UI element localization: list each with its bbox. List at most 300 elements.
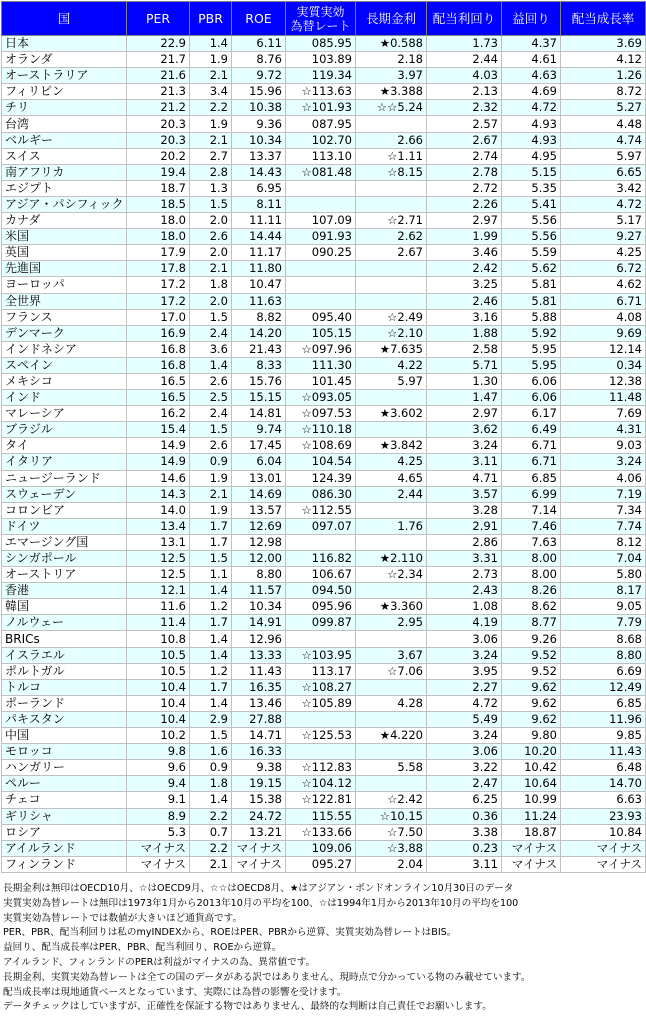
value-cell: 6.95 xyxy=(232,180,286,196)
value-cell: 5.62 xyxy=(502,261,561,277)
value-cell: 12.5 xyxy=(127,551,190,567)
value-cell: 1.08 xyxy=(427,599,502,615)
value-cell: 11.43 xyxy=(232,663,286,679)
value-cell: 7.63 xyxy=(502,534,561,550)
value-cell: 4.69 xyxy=(502,84,561,100)
value-cell: 9.62 xyxy=(502,695,561,711)
value-cell: 4.72 xyxy=(427,695,502,711)
value-cell: 2.91 xyxy=(427,518,502,534)
value-cell: 2.2 xyxy=(190,100,232,116)
value-cell: 106.67 xyxy=(286,567,356,583)
value-cell: ★7.635 xyxy=(356,341,427,357)
value-cell: 9.85 xyxy=(561,728,646,744)
value-cell: ☆7.50 xyxy=(356,824,427,840)
value-cell: 19.4 xyxy=(127,164,190,180)
value-cell: 9.74 xyxy=(232,422,286,438)
table-row xyxy=(2,454,646,470)
table-row xyxy=(2,180,646,196)
country-name-cell: マレーシア xyxy=(2,406,127,422)
value-cell: 10.34 xyxy=(232,132,286,148)
value-cell: 14.43 xyxy=(232,164,286,180)
value-cell: 8.62 xyxy=(502,599,561,615)
value-cell: 1.8 xyxy=(190,776,232,792)
value-cell: 7.14 xyxy=(502,502,561,518)
value-cell: 1.26 xyxy=(561,68,646,84)
value-cell: ☆7.06 xyxy=(356,663,427,679)
value-cell: 9.52 xyxy=(502,647,561,663)
value-cell: 11.57 xyxy=(232,583,286,599)
value-cell: 16.8 xyxy=(127,357,190,373)
value-cell xyxy=(356,744,427,760)
table-body xyxy=(2,36,646,873)
table-row xyxy=(2,711,646,727)
value-cell: 5.59 xyxy=(502,245,561,261)
table-row xyxy=(2,277,646,293)
value-cell: ☆133.66 xyxy=(286,824,356,840)
value-cell: 13.4 xyxy=(127,518,190,534)
table-row xyxy=(2,728,646,744)
value-cell: 3.6 xyxy=(190,341,232,357)
country-name-cell: ヨーロッパ xyxy=(2,277,127,293)
footnote-line: データチェックはしていますが、正確性を保証する物ではありません、最終的な判断は自己責任でお願いします。 xyxy=(3,1001,492,1013)
value-cell: 6.65 xyxy=(561,164,646,180)
country-name-cell: チリ xyxy=(2,100,127,116)
value-cell: 2.0 xyxy=(190,293,232,309)
table-row xyxy=(2,357,646,373)
value-cell: 22.9 xyxy=(127,36,190,52)
value-cell: 1.4 xyxy=(190,583,232,599)
value-cell: 2.67 xyxy=(356,245,427,261)
value-cell: 4.74 xyxy=(561,132,646,148)
value-cell: 14.9 xyxy=(127,438,190,454)
value-cell: 1.5 xyxy=(190,728,232,744)
value-cell: 11.43 xyxy=(561,744,646,760)
value-cell xyxy=(356,776,427,792)
value-cell: 17.2 xyxy=(127,277,190,293)
table-row xyxy=(2,422,646,438)
value-cell: 18.87 xyxy=(502,824,561,840)
country-name-cell: 日本 xyxy=(2,36,127,52)
value-cell: 1.30 xyxy=(427,373,502,389)
table-row xyxy=(2,164,646,180)
value-cell: 11.4 xyxy=(127,615,190,631)
value-cell: 9.4 xyxy=(127,776,190,792)
value-cell: 16.8 xyxy=(127,341,190,357)
value-cell: ☆081.48 xyxy=(286,164,356,180)
value-cell: 5.15 xyxy=(502,164,561,180)
header-row xyxy=(2,2,646,36)
value-cell: 8.76 xyxy=(232,52,286,68)
country-name-cell: アジア・パシフィック xyxy=(2,196,127,212)
value-cell: 10.4 xyxy=(127,711,190,727)
value-cell: ★3.360 xyxy=(356,599,427,615)
country-name-cell: ベルギー xyxy=(2,132,127,148)
value-cell xyxy=(356,196,427,212)
header-reer: 実質実効 為替レート xyxy=(286,2,356,36)
value-cell: 1.88 xyxy=(427,325,502,341)
value-cell: 1.4 xyxy=(190,792,232,808)
value-cell: 2.6 xyxy=(190,438,232,454)
value-cell: ★3.842 xyxy=(356,438,427,454)
value-cell: 17.9 xyxy=(127,245,190,261)
table-row xyxy=(2,502,646,518)
value-cell: 6.71 xyxy=(561,293,646,309)
value-cell: 4.61 xyxy=(502,52,561,68)
value-cell: ☆105.89 xyxy=(286,695,356,711)
value-cell: 5.95 xyxy=(502,357,561,373)
value-cell: 113.17 xyxy=(286,663,356,679)
value-cell: 6.17 xyxy=(502,406,561,422)
value-cell: 11.80 xyxy=(232,261,286,277)
value-cell: ☆113.63 xyxy=(286,84,356,100)
value-cell: 2.8 xyxy=(190,164,232,180)
country-name-cell: 南アフリカ xyxy=(2,164,127,180)
value-cell: 14.71 xyxy=(232,728,286,744)
value-cell: 124.39 xyxy=(286,470,356,486)
value-cell: ★4.220 xyxy=(356,728,427,744)
value-cell: 18.0 xyxy=(127,213,190,229)
value-cell: 2.4 xyxy=(190,406,232,422)
value-cell: 2.46 xyxy=(427,293,502,309)
value-cell: 19.15 xyxy=(232,776,286,792)
country-name-cell: ニュージーランド xyxy=(2,470,127,486)
value-cell: ☆2.49 xyxy=(356,309,427,325)
table-row xyxy=(2,52,646,68)
value-cell xyxy=(356,277,427,293)
value-cell: 14.6 xyxy=(127,470,190,486)
value-cell: 6.85 xyxy=(502,470,561,486)
value-cell: 3.67 xyxy=(356,647,427,663)
value-cell: 9.38 xyxy=(232,760,286,776)
value-cell: 2.57 xyxy=(427,116,502,132)
value-cell: 5.81 xyxy=(502,277,561,293)
value-cell: 17.2 xyxy=(127,293,190,309)
value-cell: 4.95 xyxy=(502,148,561,164)
value-cell: 2.1 xyxy=(190,68,232,84)
value-cell: 16.5 xyxy=(127,373,190,389)
value-cell: 1.47 xyxy=(427,390,502,406)
value-cell: 3.16 xyxy=(427,309,502,325)
country-name-cell: ペルー xyxy=(2,776,127,792)
value-cell: 2.43 xyxy=(427,583,502,599)
value-cell: 13.33 xyxy=(232,647,286,663)
value-cell: 1.99 xyxy=(427,229,502,245)
value-cell: 10.20 xyxy=(502,744,561,760)
value-cell: 1.5 xyxy=(190,422,232,438)
value-cell: 4.65 xyxy=(356,470,427,486)
value-cell: 9.6 xyxy=(127,760,190,776)
country-name-cell: ドイツ xyxy=(2,518,127,534)
value-cell xyxy=(286,261,356,277)
table-row xyxy=(2,695,646,711)
value-cell xyxy=(356,534,427,550)
country-name-cell: 台湾 xyxy=(2,116,127,132)
value-cell: 17.8 xyxy=(127,261,190,277)
value-cell: 5.17 xyxy=(561,213,646,229)
footnote-line: 長期金利は無印はOECD10月、☆はOECD9月、☆☆はOECD8月、★はアジアン・ボンドオンライン10月30日のデータ xyxy=(3,883,514,894)
header-long-rate: 長期金利 xyxy=(356,2,427,36)
value-cell: 9.62 xyxy=(502,711,561,727)
value-cell: 6.72 xyxy=(561,261,646,277)
value-cell: 9.27 xyxy=(561,229,646,245)
value-cell: 5.97 xyxy=(561,148,646,164)
country-name-cell: 全世界 xyxy=(2,293,127,309)
value-cell xyxy=(356,422,427,438)
value-cell: 10.84 xyxy=(561,824,646,840)
value-cell: 1.4 xyxy=(190,36,232,52)
header-country: 国 xyxy=(2,2,127,36)
value-cell: 5.35 xyxy=(502,180,561,196)
table-row xyxy=(2,567,646,583)
value-cell: 3.95 xyxy=(427,663,502,679)
value-cell: 6.48 xyxy=(561,760,646,776)
value-cell: 7.34 xyxy=(561,502,646,518)
value-cell: 104.54 xyxy=(286,454,356,470)
value-cell: 2.1 xyxy=(190,486,232,502)
country-name-cell: カナダ xyxy=(2,213,127,229)
value-cell: 9.8 xyxy=(127,744,190,760)
value-cell: 12.98 xyxy=(232,534,286,550)
country-name-cell: ロシア xyxy=(2,824,127,840)
value-cell: 10.2 xyxy=(127,728,190,744)
value-cell: 13.1 xyxy=(127,534,190,550)
value-cell: 6.85 xyxy=(561,695,646,711)
value-cell: 9.62 xyxy=(502,679,561,695)
value-cell: 11.11 xyxy=(232,213,286,229)
value-cell: ☆097.53 xyxy=(286,406,356,422)
value-cell: ☆2.34 xyxy=(356,567,427,583)
country-name-cell: オーストリア xyxy=(2,567,127,583)
country-name-cell: ポルトガル xyxy=(2,663,127,679)
value-cell: 15.38 xyxy=(232,792,286,808)
value-cell: 6.69 xyxy=(561,663,646,679)
value-cell: 2.27 xyxy=(427,679,502,695)
value-cell: 12.14 xyxy=(561,341,646,357)
value-cell: 14.44 xyxy=(232,229,286,245)
value-cell: 095.40 xyxy=(286,309,356,325)
value-cell: 4.06 xyxy=(561,470,646,486)
table-row xyxy=(2,390,646,406)
value-cell: 4.12 xyxy=(561,52,646,68)
value-cell: 1.2 xyxy=(190,599,232,615)
footnote-line: PER、PBR、配当利回りは私のmyINDEXから、ROEはPER、PBRから逆算、実質実効為替レートはBIS。 xyxy=(3,927,457,939)
value-cell: 4.28 xyxy=(356,695,427,711)
table-row xyxy=(2,196,646,212)
value-cell: 8.11 xyxy=(232,196,286,212)
value-cell: 20.2 xyxy=(127,148,190,164)
value-cell: マイナス xyxy=(561,840,646,856)
value-cell: 1.9 xyxy=(190,116,232,132)
value-cell: 6.04 xyxy=(232,454,286,470)
value-cell xyxy=(286,631,356,647)
table-row xyxy=(2,615,646,631)
value-cell: 5.58 xyxy=(356,760,427,776)
value-cell: 20.3 xyxy=(127,132,190,148)
value-cell: 5.41 xyxy=(502,196,561,212)
table-row xyxy=(2,438,646,454)
value-cell: 1.2 xyxy=(190,663,232,679)
value-cell: 103.89 xyxy=(286,52,356,68)
value-cell: 12.5 xyxy=(127,567,190,583)
value-cell: 14.9 xyxy=(127,454,190,470)
value-cell: 4.31 xyxy=(561,422,646,438)
value-cell: 11.17 xyxy=(232,245,286,261)
value-cell: 18.7 xyxy=(127,180,190,196)
value-cell: 5.80 xyxy=(561,567,646,583)
footnote-line: 実質実効為替レートでは数値が大きいほど通貨高です。 xyxy=(3,912,243,924)
value-cell: 2.58 xyxy=(427,341,502,357)
value-cell: 14.91 xyxy=(232,615,286,631)
value-cell: 14.70 xyxy=(561,776,646,792)
table-row xyxy=(2,341,646,357)
value-cell: 091.93 xyxy=(286,229,356,245)
table-row xyxy=(2,534,646,550)
value-cell: 2.6 xyxy=(190,229,232,245)
value-cell: 6.11 xyxy=(232,36,286,52)
value-cell: ☆1.11 xyxy=(356,148,427,164)
value-cell: 2.95 xyxy=(356,615,427,631)
country-name-cell: 先進国 xyxy=(2,261,127,277)
value-cell: 12.1 xyxy=(127,583,190,599)
value-cell: 2.1 xyxy=(190,132,232,148)
value-cell xyxy=(286,180,356,196)
country-valuation-table xyxy=(1,1,646,873)
country-name-cell: ギリシャ xyxy=(2,808,127,824)
value-cell: 119.34 xyxy=(286,68,356,84)
value-cell: 14.81 xyxy=(232,406,286,422)
value-cell: ☆108.27 xyxy=(286,679,356,695)
value-cell: 10.47 xyxy=(232,277,286,293)
value-cell: 3.22 xyxy=(427,760,502,776)
value-cell: 8.17 xyxy=(561,583,646,599)
value-cell: 115.55 xyxy=(286,808,356,824)
country-name-cell: メキシコ xyxy=(2,373,127,389)
value-cell: 1.3 xyxy=(190,180,232,196)
value-cell: 5.49 xyxy=(427,711,502,727)
value-cell: 18.5 xyxy=(127,196,190,212)
country-name-cell: 英国 xyxy=(2,245,127,261)
value-cell: ★2.110 xyxy=(356,551,427,567)
value-cell: 27.88 xyxy=(232,711,286,727)
footnote-line: 実質実効為替レートは無印は1973年1月から2013年10月の平均を100、☆は1994年1月から2013年10月の平均を100 xyxy=(3,897,519,909)
value-cell: 1.73 xyxy=(427,36,502,52)
value-cell xyxy=(356,293,427,309)
header-dividend-growth: 配当成長率 xyxy=(561,2,646,36)
value-cell: 5.56 xyxy=(502,229,561,245)
value-cell: 086.30 xyxy=(286,486,356,502)
value-cell: 9.80 xyxy=(502,728,561,744)
value-cell: 2.26 xyxy=(427,196,502,212)
value-cell: 12.96 xyxy=(232,631,286,647)
country-name-cell: スペイン xyxy=(2,357,127,373)
country-name-cell: フィンランド xyxy=(2,856,127,872)
value-cell: ☆101.93 xyxy=(286,100,356,116)
value-cell: 8.80 xyxy=(232,567,286,583)
value-cell: 1.4 xyxy=(190,357,232,373)
value-cell: 6.49 xyxy=(502,422,561,438)
value-cell: 9.1 xyxy=(127,792,190,808)
value-cell: 1.76 xyxy=(356,518,427,534)
value-cell: 5.27 xyxy=(561,100,646,116)
value-cell: 2.2 xyxy=(190,840,232,856)
value-cell: 5.95 xyxy=(502,341,561,357)
country-name-cell: インドネシア xyxy=(2,341,127,357)
value-cell: 3.38 xyxy=(427,824,502,840)
country-name-cell: 韓国 xyxy=(2,599,127,615)
value-cell: 113.10 xyxy=(286,148,356,164)
value-cell: 3.62 xyxy=(427,422,502,438)
value-cell: 16.2 xyxy=(127,406,190,422)
value-cell: ☆2.42 xyxy=(356,792,427,808)
footnote-line: 益回り、配当成長率はPER、PBR、配当利回り、ROEから逆算。 xyxy=(3,942,282,954)
header-pbr: PBR xyxy=(190,2,232,36)
table-row xyxy=(2,148,646,164)
country-name-cell: エジプト xyxy=(2,180,127,196)
value-cell: 12.69 xyxy=(232,518,286,534)
value-cell: 9.03 xyxy=(561,438,646,454)
value-cell: 10.38 xyxy=(232,100,286,116)
value-cell: 4.71 xyxy=(427,470,502,486)
country-name-cell: 中国 xyxy=(2,728,127,744)
value-cell: ☆104.12 xyxy=(286,776,356,792)
value-cell: 12.49 xyxy=(561,679,646,695)
value-cell: 4.62 xyxy=(561,277,646,293)
table-row xyxy=(2,824,646,840)
value-cell: 6.25 xyxy=(427,792,502,808)
table-row xyxy=(2,599,646,615)
value-cell: 3.4 xyxy=(190,84,232,100)
value-cell: 2.44 xyxy=(356,486,427,502)
value-cell: 5.3 xyxy=(127,824,190,840)
value-cell: 14.0 xyxy=(127,502,190,518)
value-cell: 2.47 xyxy=(427,776,502,792)
value-cell: ☆10.15 xyxy=(356,808,427,824)
value-cell: 5.71 xyxy=(427,357,502,373)
value-cell: 6.99 xyxy=(502,486,561,502)
country-name-cell: シンガポール xyxy=(2,551,127,567)
value-cell: 14.69 xyxy=(232,486,286,502)
value-cell: 21.7 xyxy=(127,52,190,68)
value-cell: 7.79 xyxy=(561,615,646,631)
value-cell: マイナス xyxy=(561,856,646,872)
value-cell: 090.25 xyxy=(286,245,356,261)
value-cell: 095.96 xyxy=(286,599,356,615)
country-name-cell: フィリピン xyxy=(2,84,127,100)
value-cell: 15.4 xyxy=(127,422,190,438)
table-row xyxy=(2,229,646,245)
value-cell: 10.34 xyxy=(232,599,286,615)
country-name-cell: デンマーク xyxy=(2,325,127,341)
value-cell: 2.9 xyxy=(190,711,232,727)
value-cell: 16.9 xyxy=(127,325,190,341)
table-row xyxy=(2,470,646,486)
value-cell: 9.52 xyxy=(502,663,561,679)
value-cell: 3.24 xyxy=(427,647,502,663)
value-cell: 2.73 xyxy=(427,567,502,583)
value-cell: 3.46 xyxy=(427,245,502,261)
value-cell: 2.32 xyxy=(427,100,502,116)
value-cell: 4.48 xyxy=(561,116,646,132)
country-name-cell: アイルランド xyxy=(2,840,127,856)
value-cell: 2.86 xyxy=(427,534,502,550)
footnote-line: 長期金利、実質実効為替レートは全ての国のデータがある訳ではありません、現時点で分かっている物のみ載せています。 xyxy=(3,971,531,983)
value-cell: 4.93 xyxy=(502,116,561,132)
value-cell: 10.5 xyxy=(127,647,190,663)
value-cell: マイナス xyxy=(127,840,190,856)
value-cell: 1.4 xyxy=(190,631,232,647)
value-cell: 0.9 xyxy=(190,454,232,470)
value-cell: 7.46 xyxy=(502,518,561,534)
